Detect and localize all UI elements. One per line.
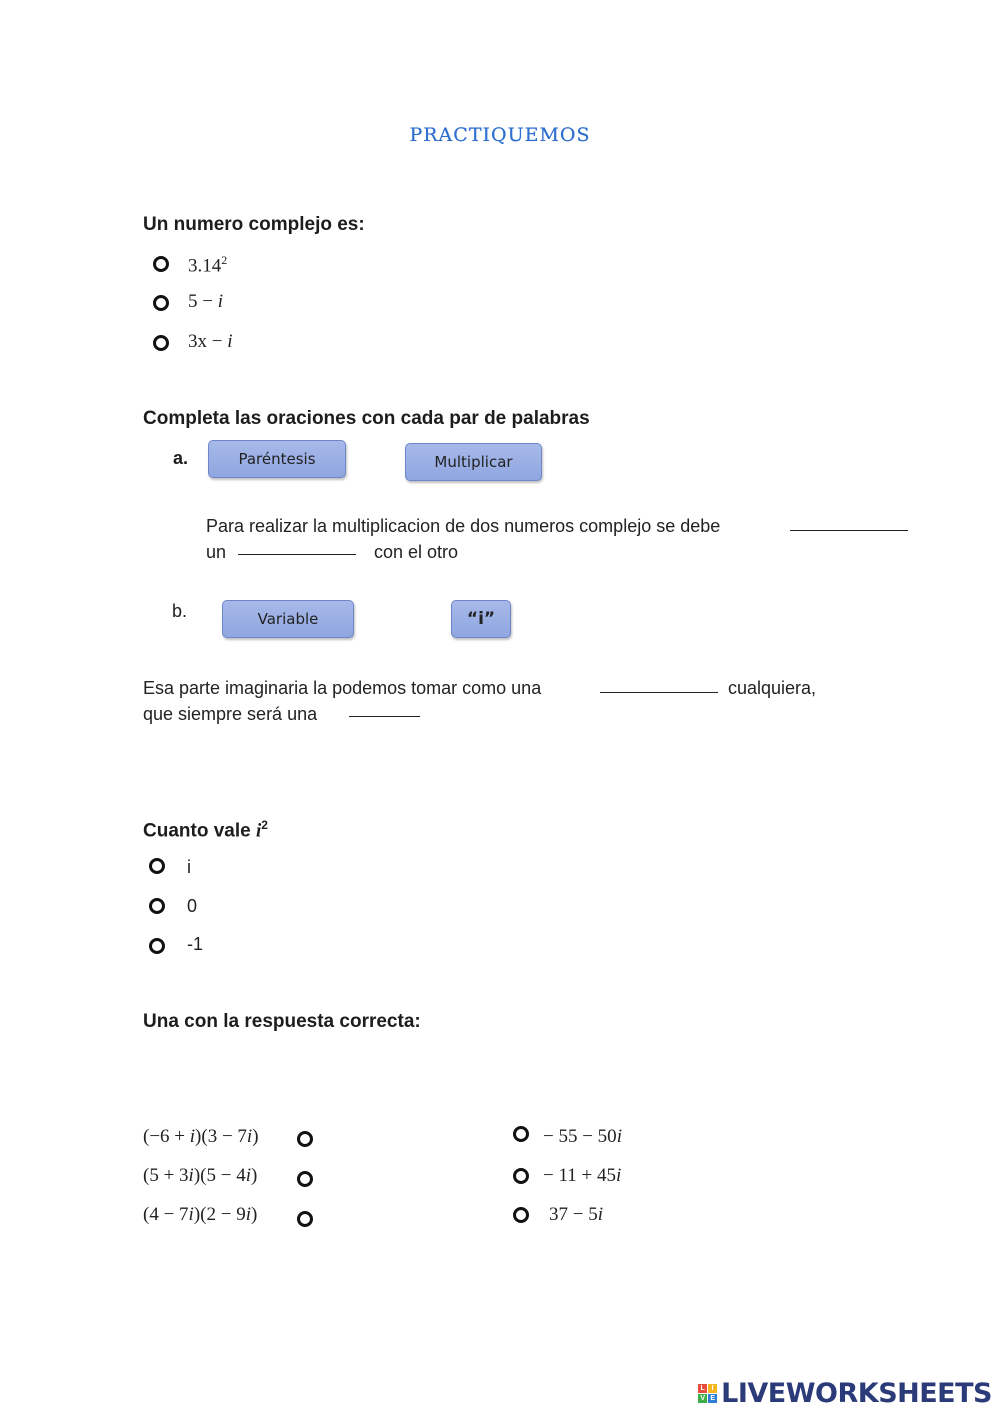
item-a-label: a. [173,448,189,468]
sentence-b-line-2-start: que siempre será una [143,704,318,724]
blank-b-1[interactable] [600,692,718,693]
q1-option-1-label: 3.14$^2$ [188,253,228,277]
match-left-expression-1: (−6 + i)(3 − 7i) [143,1126,259,1147]
logo-mark-icon [698,1384,717,1403]
question-1-heading: Un numero complejo es: [143,214,365,235]
question-3-heading: Cuanto vale $i^2$ [143,818,268,842]
page-title: PRACTIQUEMOS [409,124,591,146]
match-right-3-dot[interactable] [513,1207,529,1223]
item-b-label: b. [172,601,188,621]
q3-option-2-label: 0 [187,896,198,916]
sentence-a-line-2-start: un [206,542,227,562]
q3-option-2-radio[interactable] [149,898,165,914]
question-4-heading: Una con la respuesta correcta: [143,1011,421,1032]
logo-letter-v: V [698,1394,707,1403]
q1-option-2-radio[interactable] [153,295,169,311]
q1-option-3-label: 3x − i [188,331,233,352]
match-right-2-dot[interactable] [513,1168,529,1184]
sentence-a-line-1: Para realizar la multiplicacion de dos numeros complejo se debe [206,516,721,536]
match-left-expression-2: (5 + 3i)(5 − 4i) [143,1165,258,1186]
q3-option-1-radio[interactable] [149,858,165,874]
chip-multiplicar[interactable]: Multiplicar [405,443,542,481]
blank-b-2[interactable] [349,716,420,717]
q1-option-2-label: 5 − i [188,291,223,312]
match-left-3-dot[interactable] [297,1211,313,1227]
q3-option-1-label: i [187,857,191,877]
chip-variable[interactable]: Variable [222,600,354,638]
sentence-b-line-1-start: Esa parte imaginaria la podemos tomar como una [143,678,542,698]
sentence-b-line-1-end: cualquiera, [728,678,817,698]
sentence-a-line-2-end: con el otro [374,542,459,562]
blank-a-1[interactable] [790,530,908,531]
logo-text: LIVEWORKSHEETS [721,1378,992,1409]
q1-option-1-radio[interactable] [153,256,169,272]
q3-option-3-radio[interactable] [149,938,165,954]
q3-option-3-label: -1 [187,934,204,954]
logo-letter-i: I [708,1384,717,1393]
blank-a-2[interactable] [238,554,356,555]
question-2-heading: Completa las oraciones con cada par de palabras [143,408,590,429]
liveworksheets-logo [698,1378,992,1409]
match-left-expression-3: (4 − 7i)(2 − 9i) [143,1204,258,1225]
chip-parentesis[interactable]: Paréntesis [208,440,346,478]
match-right-answer-3: 37 − 5i [549,1204,603,1225]
chip-i[interactable]: “i” [451,600,511,638]
match-right-answer-1: − 55 − 50i [543,1126,622,1147]
match-right-answer-2: − 11 + 45i [543,1165,622,1186]
match-left-1-dot[interactable] [297,1131,313,1147]
match-right-1-dot[interactable] [513,1126,529,1142]
logo-letter-e: E [708,1394,717,1403]
q1-option-3-radio[interactable] [153,335,169,351]
match-left-2-dot[interactable] [297,1171,313,1187]
logo-letter-l: L [698,1384,707,1393]
